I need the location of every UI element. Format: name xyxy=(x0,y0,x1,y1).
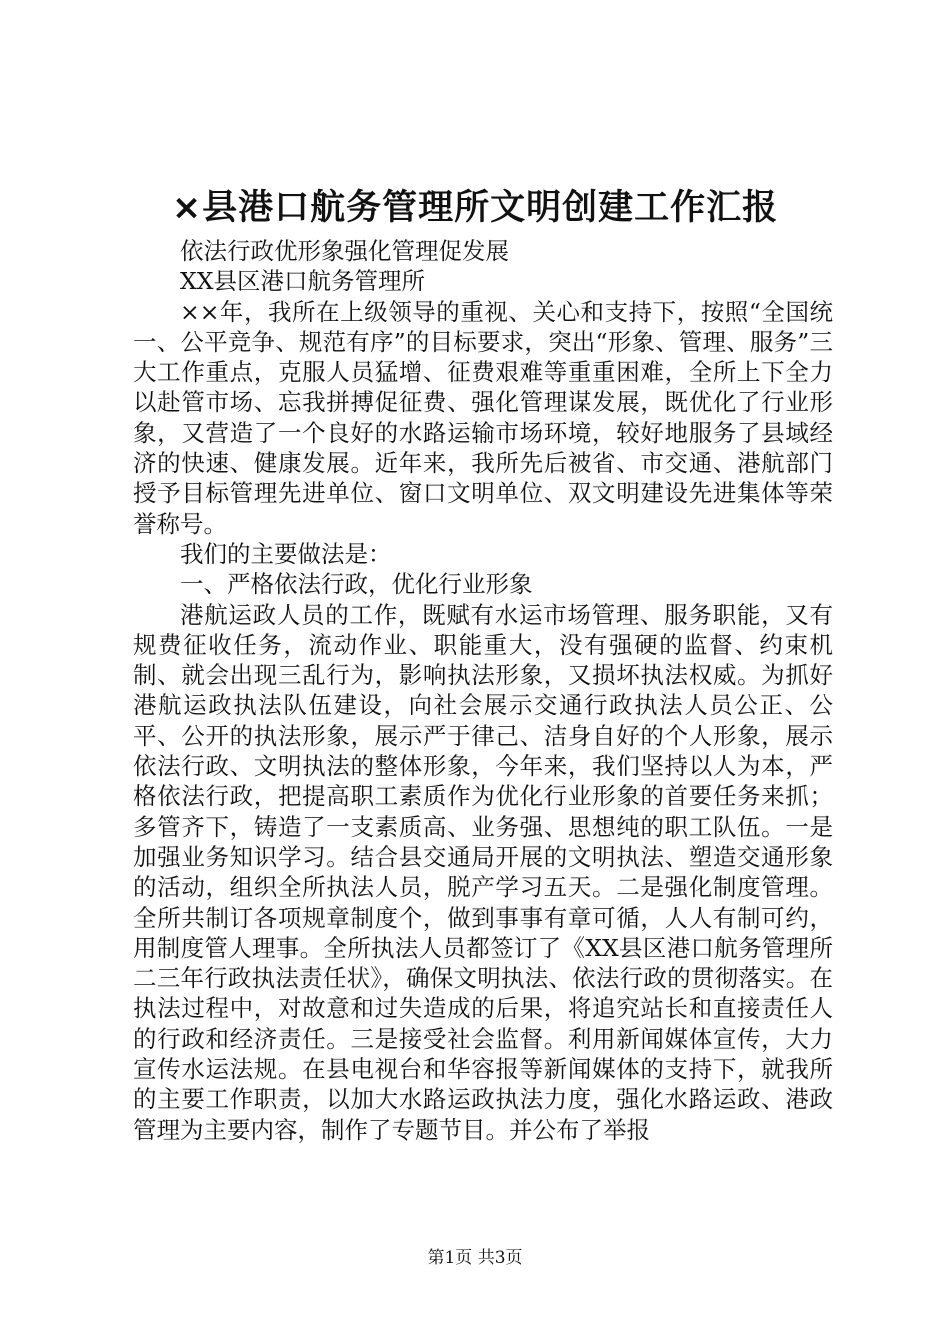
paragraph-methods-lead: 我们的主要做法是： xyxy=(180,539,392,568)
paragraph-intro: ××年，我所在上级领导的重视、关心和支持下，按照“全国统一、公平竞争、规范有序”的目标要求，突出“形象、管理、服务”三大工作重点，克服人员猛增、征费艰难等重重困难，全所上下全力以赴管市场、忘我拼搏促征费、强化管理谋发展，既优化了行业形象，又营造了一个良好的水路运输市场环境，较好地服务了县域经济的快速、健康发展。近年来，我所先后被省、市交通、港航部门授予目标管理先进单位、窗口文明单位、双文明建设先进集体等荣誉称号。 xyxy=(133,297,833,538)
page-number-footer: 第1页 共3页 xyxy=(427,1248,523,1268)
paragraph-section-1: 港航运政人员的工作，既赋有水运市场管理、服务职能，又有规费征收任务，流动作业、职能重大，没有强硬的监督、约束机制、就会出现三乱行为，影响执法形象，又损坏执法权威。为抓好港航运政执法队伍建设，向社会展示交通行政执法人员公正、公平、公开的执法形象，展示严于律己、洁身自好的个人形象，展示依法行政、文明执法的整体形象，今年来，我们坚持以人为本，严格依法行政，把提高职工素质作为优化行业形象的首要任务来抓；多管齐下，铸造了一支素质高、业务强、思想纯的职工队伍。一是加强业务知识学习。结合县交通局开展的文明执法、塑造交通形象的活动，组织全所执法人员，脱产学习五天。二是强化制度管理。全所共制订各项规章制度个，做到事事有章可循，人人有制可约，用制度管人理事。全所执法人员都签订了《XX县区港口航务管理所二三年行政执法责任状》，确保文明执法、依法行政的贯彻落实。在执法过程中，对故意和过失造成的后果，将追究站长和直接责任人的行政和经济责任。三是接受社会监督。利用新闻媒体宣传，大力宣传水运法规。在县电视台和华容报等新闻媒体的支持下，就我所的主要工作职责，以加大水路运政执法力度，强化水路运政、港政管理为主要内容，制作了专题节目。并公布了举报 xyxy=(133,600,833,1144)
subtitle-slogan: 依法行政优形象强化管理促发展 xyxy=(180,237,509,265)
document-body xyxy=(133,236,833,1145)
document-title: ×县港口航务管理所文明创建工作汇报 xyxy=(171,188,779,228)
section-heading-1: 一、严格依法行政，优化行业形象 xyxy=(180,570,533,599)
author-organization: XX县区港口航务管理所 xyxy=(180,267,425,296)
